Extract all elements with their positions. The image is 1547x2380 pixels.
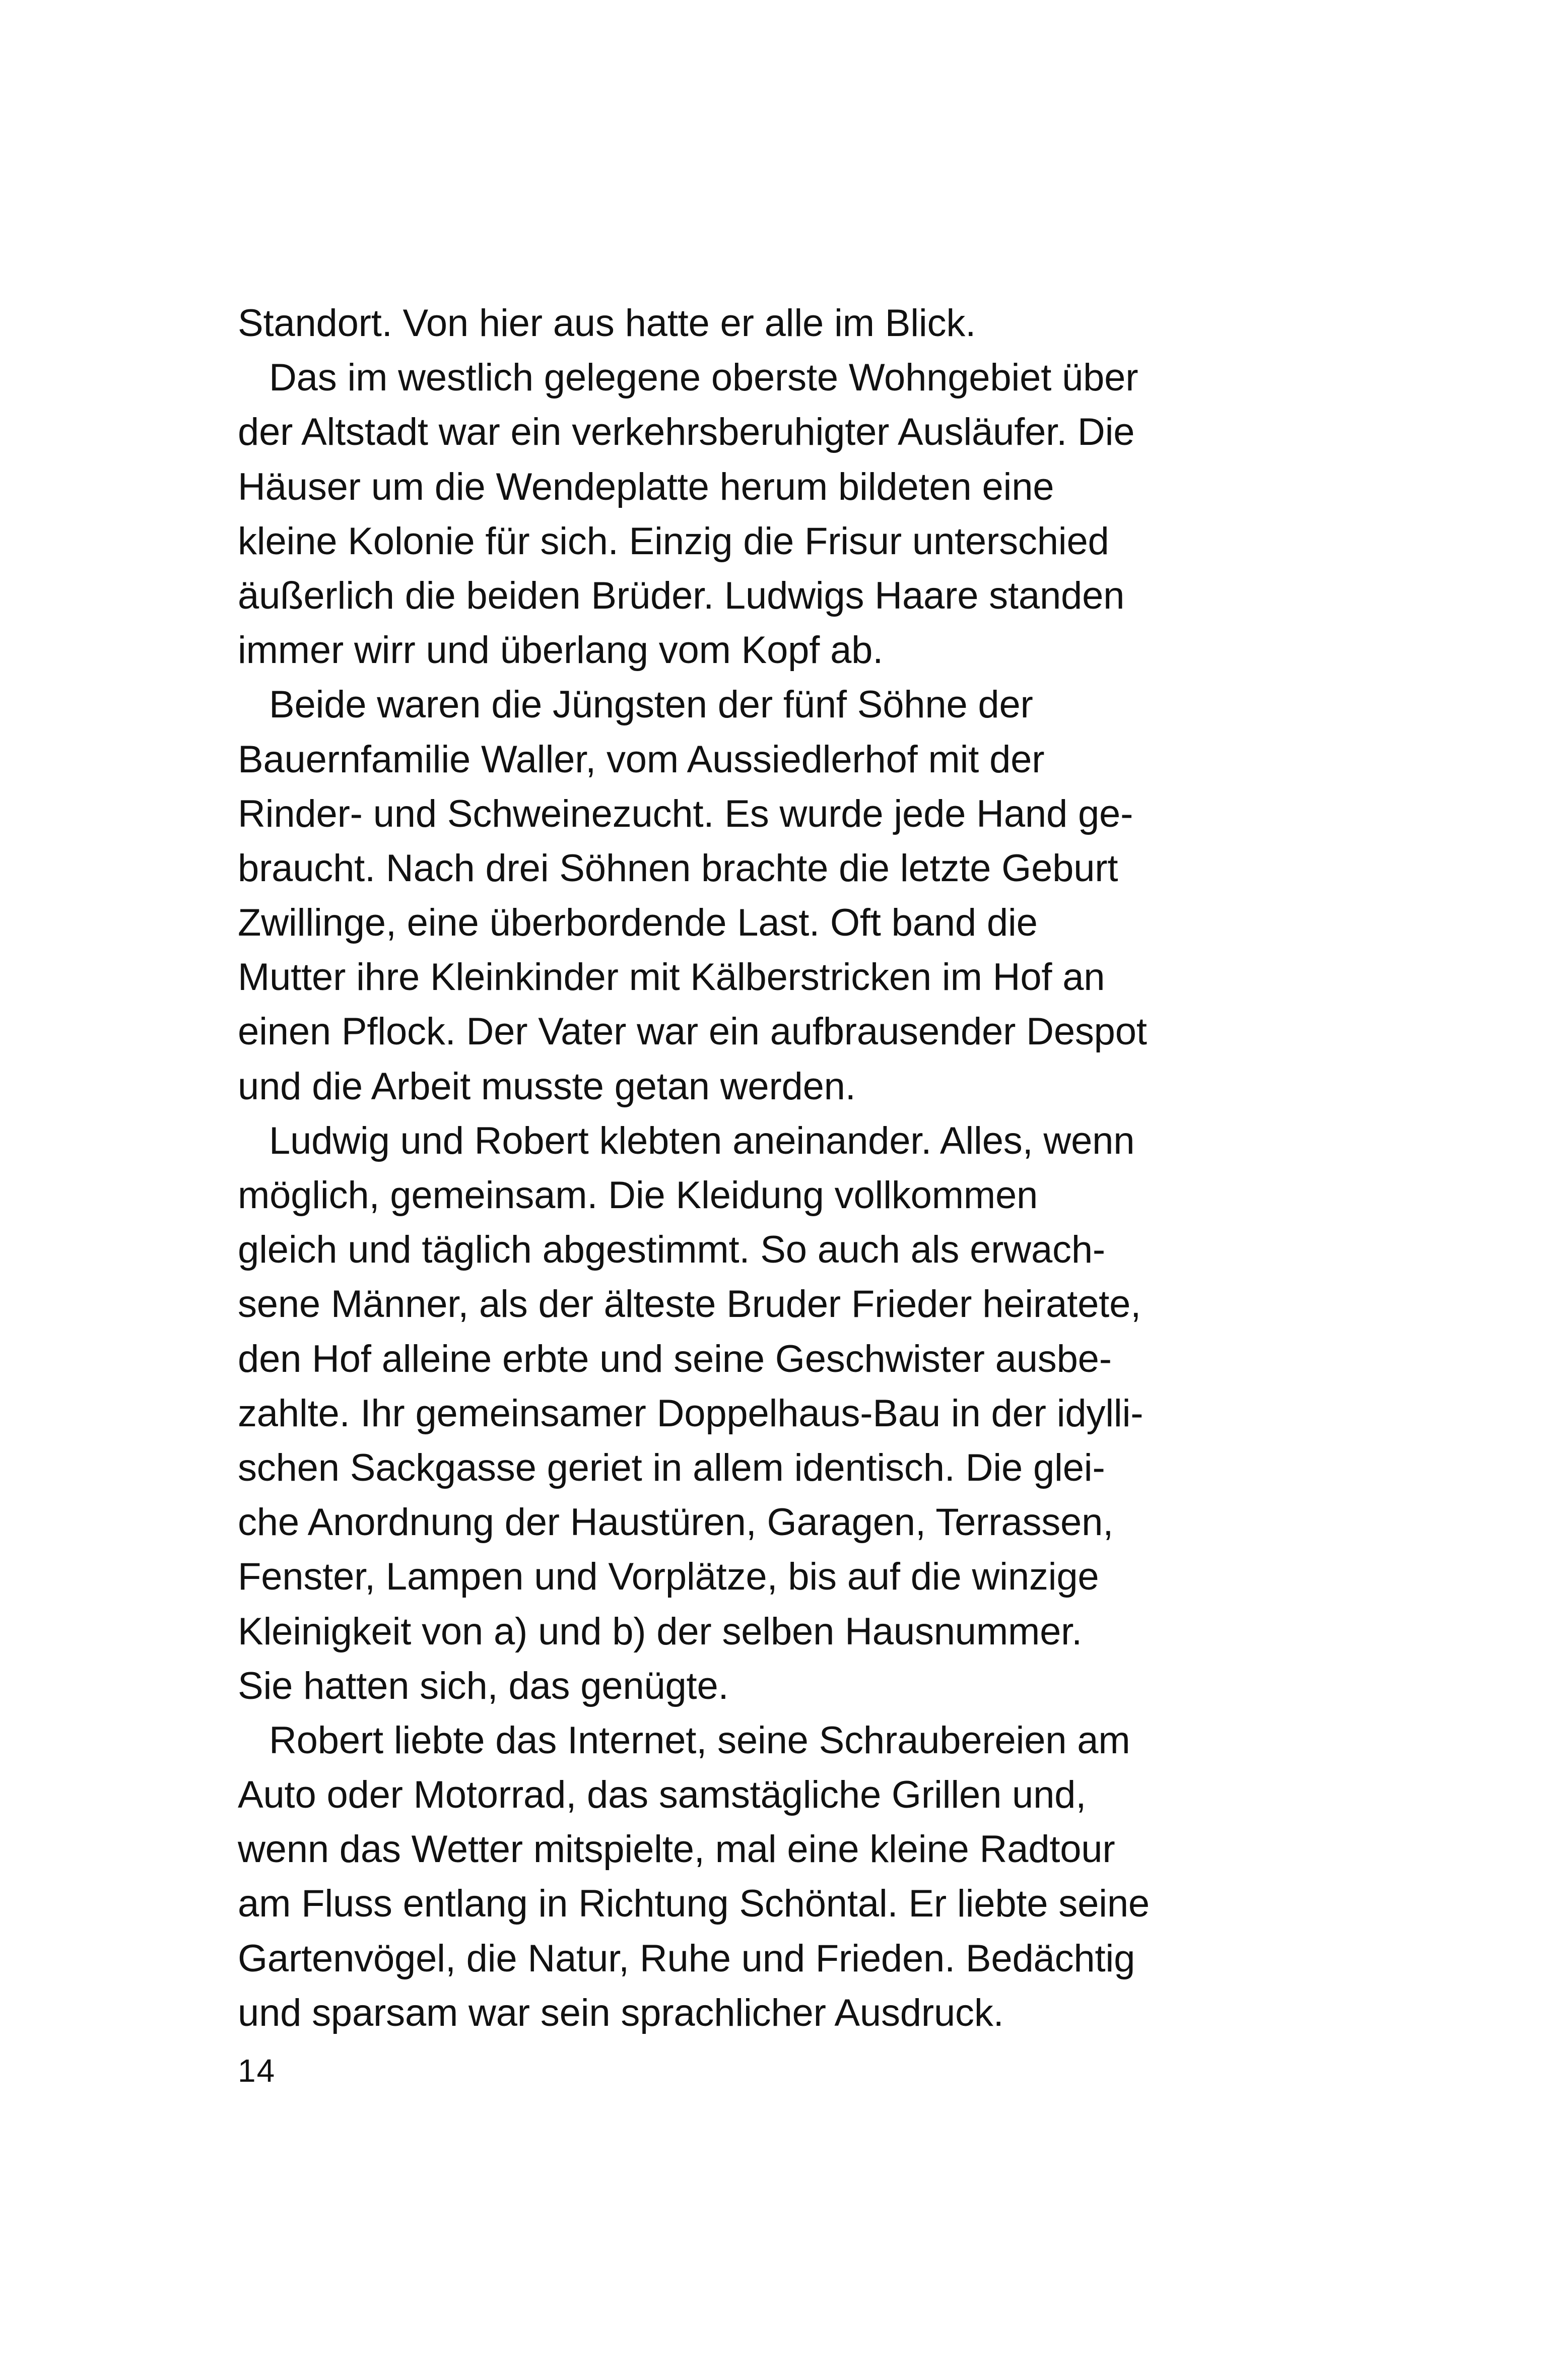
paragraph-first-line: Ludwig und Robert klebten aneinander. Alles, wenn	[269, 1119, 1135, 1162]
text-line: der Altstadt war ein verkehrsberuhigter Ausläufer. Die	[238, 411, 1135, 454]
text-line: zahlte. Ihr gemeinsamer Doppelhaus-Bau in der idylli-	[238, 1392, 1144, 1435]
text-line: und die Arbeit musste getan werden.	[238, 1065, 856, 1108]
text-line: kleine Kolonie für sich. Einzig die Frisur unterschied	[238, 519, 1109, 563]
text-line: Rinder- und Schweinezucht. Es wurde jede Hand ge-	[238, 792, 1133, 835]
text-line: einen Pflock. Der Vater war ein aufbrausender Despot	[238, 1010, 1147, 1053]
paragraph-first-line: Das im westlich gelegene oberste Wohngebiet über	[269, 356, 1138, 400]
page-number: 14	[238, 2053, 276, 2089]
text-line: den Hof alleine erbte und seine Geschwister ausbe-	[238, 1337, 1112, 1380]
text-line: Mutter ihre Kleinkinder mit Kälberstricken im Hof an	[238, 956, 1105, 999]
text-line: Standort. Von hier aus hatte er alle im Blick.	[238, 302, 976, 345]
paragraph-first-line: Beide waren die Jüngsten der fünf Söhne der	[269, 683, 1033, 726]
text-line: Fenster, Lampen und Vorplätze, bis auf die winzige	[238, 1555, 1099, 1599]
text-line: schen Sackgasse geriet in allem identisch. Die glei-	[238, 1446, 1105, 1489]
text-line: möglich, gemeinsam. Die Kleidung vollkommen	[238, 1174, 1038, 1217]
text-line: che Anordnung der Haustüren, Garagen, Terrassen,	[238, 1501, 1114, 1544]
text-line: und sparsam war sein sprachlicher Ausdruck.	[238, 1991, 1004, 2034]
text-line: Sie hatten sich, das genügte.	[238, 1664, 729, 1707]
text-line: wenn das Wetter mitspielte, mal eine kleine Radtour	[238, 1828, 1115, 1871]
text-line: am Fluss entlang in Richtung Schöntal. Er liebte seine	[238, 1882, 1150, 1926]
text-line: gleich und täglich abgestimmt. So auch als erwach-	[238, 1228, 1106, 1272]
text-line: Zwillinge, eine überbordende Last. Oft band die	[238, 901, 1038, 945]
text-line: Häuser um die Wendeplatte herum bildeten eine	[238, 465, 1054, 508]
text-line: Bauernfamilie Waller, vom Aussiedlerhof mit der	[238, 738, 1045, 781]
body-text	[238, 296, 1296, 2040]
paragraph-first-line: Robert liebte das Internet, seine Schraubereien am	[269, 1718, 1130, 1762]
text-line: sene Männer, als der älteste Bruder Frieder heiratete,	[238, 1283, 1141, 1326]
text-line: braucht. Nach drei Söhnen brachte die letzte Geburt	[238, 846, 1118, 890]
text-line: immer wirr und überlang vom Kopf ab.	[238, 629, 884, 672]
text-line: Kleinigkeit von a) und b) der selben Hausnummer.	[238, 1610, 1082, 1653]
text-line: Gartenvögel, die Natur, Ruhe und Frieden. Bedächtig	[238, 1937, 1135, 1980]
text-line: äußerlich die beiden Brüder. Ludwigs Haare standen	[238, 574, 1125, 617]
text-line: Auto oder Motorrad, das samstägliche Grillen und,	[238, 1773, 1087, 1817]
